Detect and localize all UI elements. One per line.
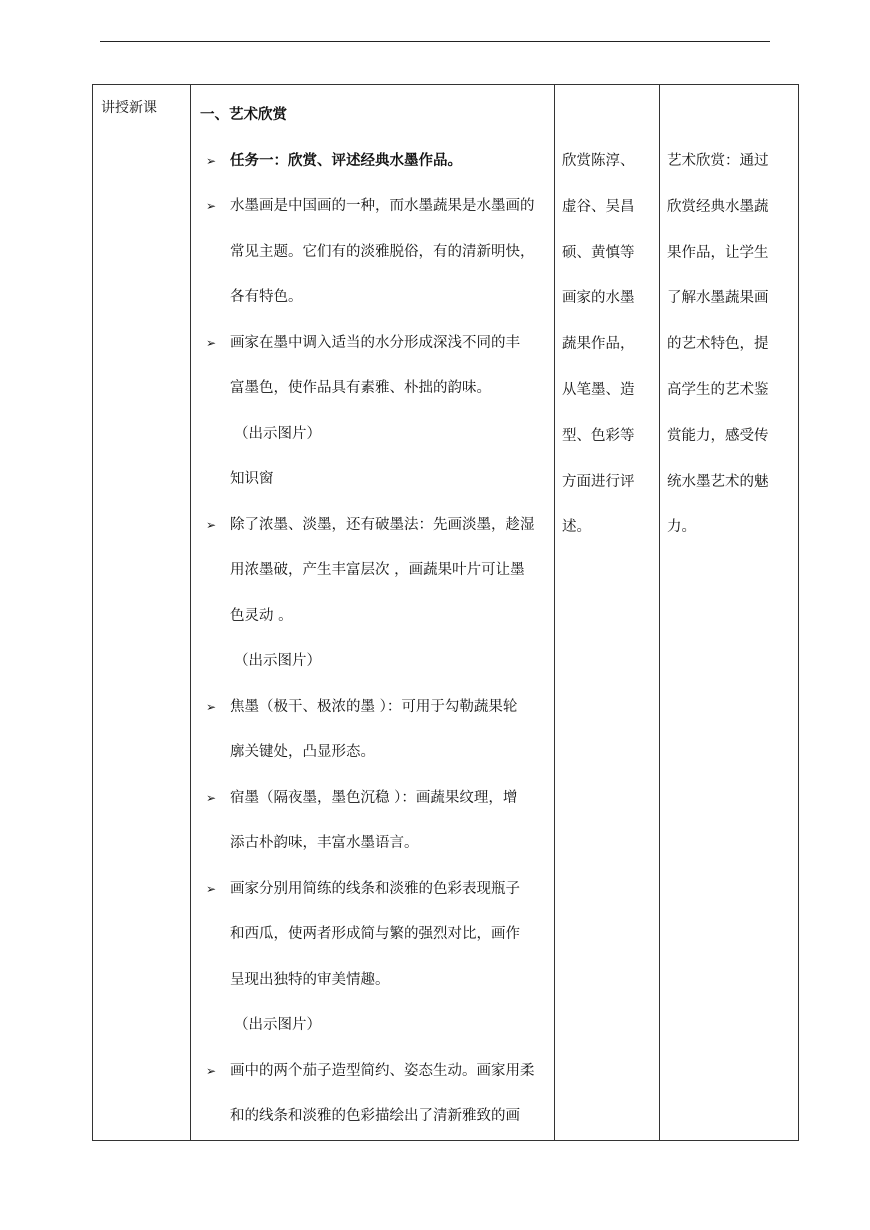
knowledge-window-label: 知识窗: [230, 471, 274, 487]
design-intent-line: 果作品，让学生: [667, 244, 769, 261]
student-activity-line: 述。: [562, 519, 591, 536]
design-intent-line: 艺术欣赏：通过: [667, 153, 769, 169]
content-cell: [191, 85, 555, 1141]
student-activity-cell: [555, 85, 660, 1141]
paragraph-line: 用浓墨破，产生丰富层次 ，画蔬果叶片可让墨: [230, 562, 525, 578]
arrow-bullet-icon: ➢: [206, 790, 217, 805]
paragraph-line: 和的线条和淡雅的色彩描绘出了清新雅致的画: [230, 1108, 520, 1124]
paragraph-line: 画中的两个茄子造型简约、姿态生动。画家用柔: [230, 1062, 535, 1079]
design-intent-line: 的艺术特色，提: [667, 336, 769, 353]
student-activity-line: 欣赏陈淳、: [562, 153, 635, 169]
list-item: [200, 503, 554, 549]
paragraph-line: 水墨画是中国画的一种，而水墨蔬果是水墨画的: [230, 198, 535, 214]
paragraph-line: 各有特色。: [230, 289, 303, 305]
paragraph-line: 添古朴韵味，丰富水墨语言。: [230, 835, 419, 851]
list-item: [200, 867, 554, 913]
list-item: [200, 139, 554, 185]
student-activity-line: 画家的水墨: [562, 290, 635, 307]
paragraph-line: 宿墨（隔夜墨，墨色沉稳 ）：画蔬果纹理，增: [230, 789, 518, 806]
design-intent-line: 力。: [667, 519, 696, 536]
lesson-plan-table: [92, 84, 799, 1141]
design-intent-line: 统水墨艺术的魅: [667, 473, 769, 490]
paragraph-line: 呈现出独特的审美情趣。: [230, 971, 390, 988]
section-title: 一、艺术欣赏: [200, 107, 287, 123]
show-image-note: （出示图片）: [234, 653, 321, 669]
student-activity-line: 型、色彩等: [562, 427, 635, 444]
design-intent-line: 高学生的艺术鉴: [667, 381, 769, 398]
task-title: 任务一：欣赏、评述经典水墨作品。: [230, 152, 462, 169]
student-activity-line: 硕、黄慎等: [562, 244, 635, 261]
list-item: [200, 685, 554, 731]
arrow-bullet-icon: ➢: [206, 881, 217, 896]
list-item: [200, 321, 554, 367]
design-intent-line: 欣赏经典水墨蔬: [667, 198, 769, 215]
design-intent-cell: [660, 85, 799, 1141]
paragraph-line: 常见主题。它们有的淡雅脱俗，有的清新明快，: [230, 243, 535, 260]
paragraph-line: 画家在墨中调入适当的水分形成深浅不同的丰: [230, 334, 520, 351]
stage-label: 讲授新课: [101, 100, 157, 116]
paragraph-line: 焦墨（极干、极浓的墨 ）：可用于勾勒蔬果轮: [230, 698, 518, 715]
paragraph-line: 和西瓜，使两者形成简与繁的强烈对比，画作: [230, 926, 520, 942]
paragraph-line: 画家分别用简练的线条和淡雅的色彩表现瓶子: [230, 880, 520, 897]
student-activity-line: 虚谷、吴昌: [562, 198, 635, 215]
arrow-bullet-icon: ➢: [206, 153, 217, 168]
paragraph-line: 富墨色，使作品具有素雅、朴拙的韵味。: [230, 380, 491, 396]
paragraph-line: 色灵动 。: [230, 607, 293, 624]
list-item: [200, 184, 554, 230]
list-item: [200, 776, 554, 822]
student-activity-line: 从笔墨、造: [562, 381, 635, 398]
stage-cell: [93, 85, 191, 1141]
arrow-bullet-icon: ➢: [206, 199, 217, 213]
arrow-bullet-icon: ➢: [206, 699, 217, 714]
design-intent-line: 了解水墨蔬果画: [667, 290, 769, 307]
paragraph-line: 除了浓墨、淡墨，还有破墨法：先画淡墨，趁湿: [230, 516, 535, 533]
show-image-note: （出示图片）: [234, 425, 321, 442]
show-image-note: （出示图片）: [234, 1017, 321, 1033]
paragraph-line: 廓关键处，凸显形态。: [230, 744, 375, 760]
design-intent-line: 赏能力，感受传: [667, 427, 769, 444]
arrow-bullet-icon: ➢: [206, 335, 217, 350]
table-row: [93, 85, 799, 1141]
student-activity-line: 蔬果作品，: [562, 336, 635, 353]
list-item: [200, 1049, 554, 1095]
student-activity-line: 方面进行评: [562, 473, 635, 490]
arrow-bullet-icon: ➢: [206, 517, 217, 532]
header-rule: [100, 41, 770, 42]
arrow-bullet-icon: ➢: [206, 1063, 217, 1078]
